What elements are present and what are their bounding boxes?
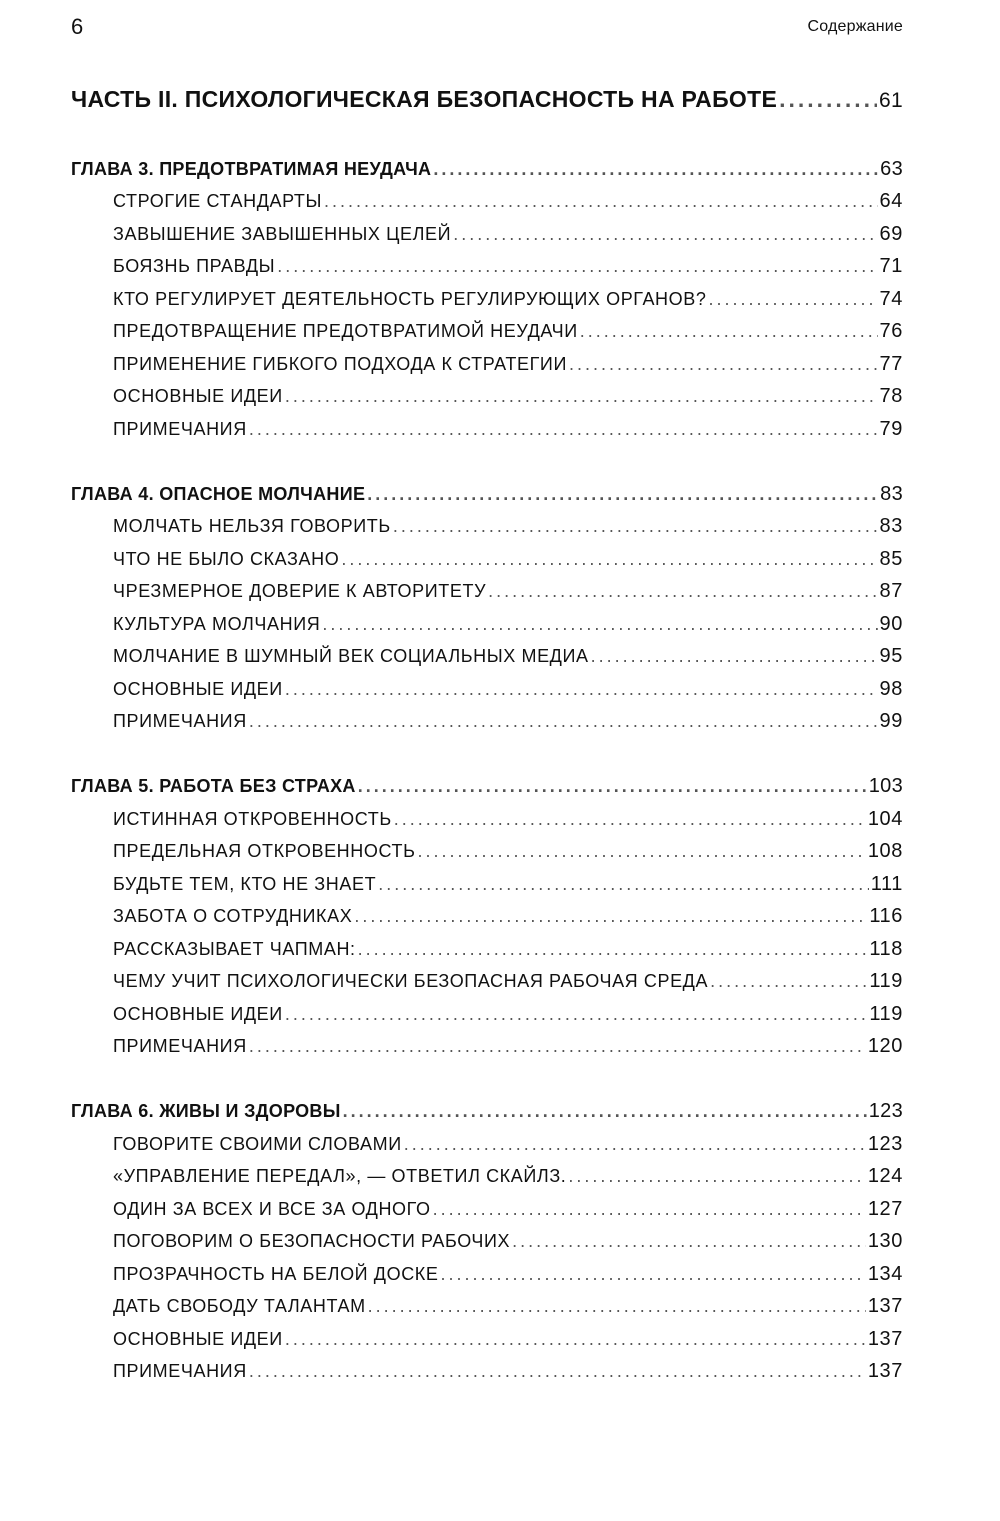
toc-chapter-title: ГЛАВА 5. РАБОТА БЕЗ СТРАХА (71, 776, 356, 796)
toc-section-entry[interactable] (113, 288, 903, 311)
toc-section-entry[interactable] (113, 1133, 903, 1156)
toc-section-title: ЗАВЫШЕНИЕ ЗАВЫШЕННЫХ ЦЕЛЕЙ (113, 224, 452, 244)
toc-section-title: МОЛЧАНИЕ В ШУМНЫЙ ВЕК СОЦИАЛЬНЫХ МЕДИА (113, 646, 589, 666)
toc-section-title: ПРОЗРАЧНОСТЬ НА БЕЛОЙ ДОСКЕ (113, 1264, 439, 1284)
toc-section-entry[interactable] (113, 905, 903, 928)
toc-leader-dots (358, 776, 867, 797)
toc-chapter-title: ГЛАВА 3. ПРЕДОТВРАТИМАЯ НЕУДАЧА (71, 159, 432, 179)
toc-chapter-title: ГЛАВА 6. ЖИВЫ И ЗДОРОВЫ (71, 1101, 341, 1121)
toc-section-page: 120 (867, 1035, 903, 1057)
toc-section-entry[interactable] (113, 873, 903, 896)
toc-section-page: 64 (879, 190, 903, 212)
toc-section-title: ЧРЕЗМЕРНОЕ ДОВЕРИЕ К АВТОРИТЕТУ (113, 581, 487, 601)
toc-section-entry[interactable] (113, 840, 903, 863)
toc-section-title: ОДИН ЗА ВСЕХ И ВСЕ ЗА ОДНОГО (113, 1199, 431, 1219)
toc-section-title: ПРЕДОТВРАЩЕНИЕ ПРЕДОТВРАТИМОЙ НЕУДАЧИ (113, 321, 578, 341)
toc-leader-dots (378, 874, 869, 895)
toc-section-page: 130 (867, 1230, 903, 1252)
toc-section-entry[interactable] (113, 1328, 903, 1351)
toc-leader-dots (249, 419, 878, 440)
toc-section-entry[interactable] (113, 613, 903, 636)
toc-leader-dots (354, 906, 867, 927)
toc-chapter-entry[interactable] (71, 1100, 903, 1123)
toc-section-title: ПРИМЕЧАНИЯ (113, 1036, 247, 1056)
toc-leader-dots (367, 484, 878, 505)
toc-section-page: 127 (867, 1198, 903, 1220)
toc-part-entry[interactable] (71, 86, 903, 113)
page-number: 6 (71, 14, 84, 39)
toc-section-page: 123 (867, 1133, 903, 1155)
toc-leader-dots (249, 1036, 866, 1057)
toc-section-title: БОЯЗНЬ ПРАВДЫ (113, 256, 276, 276)
toc-section-page: 83 (879, 515, 903, 537)
toc-section-entry[interactable] (113, 970, 903, 993)
toc-leader-dots (418, 841, 866, 862)
toc-leader-dots (285, 1004, 867, 1025)
toc-section-entry[interactable] (113, 1230, 903, 1253)
toc-section-page: 118 (869, 938, 903, 960)
toc-leader-dots (433, 159, 878, 180)
toc-chapter-entry[interactable] (71, 158, 903, 181)
toc-leader-dots (324, 191, 878, 212)
toc-leader-dots (249, 711, 878, 732)
toc-section-page: 90 (879, 613, 903, 635)
toc-section-entry[interactable] (113, 1198, 903, 1221)
toc-section-page: 137 (867, 1295, 903, 1317)
toc-chapter-page: 63 (880, 158, 903, 180)
toc-leader-dots (441, 1264, 866, 1285)
toc-section-title: «УПРАВЛЕНИЕ ПЕРЕДАЛ», — ОТВЕТИЛ СКАЙЛЗ. (113, 1166, 567, 1186)
running-header: Содержание (807, 18, 903, 35)
toc-section-page: 77 (879, 353, 903, 375)
toc-chapter-page: 83 (880, 483, 903, 505)
toc-section-entry[interactable] (113, 1003, 903, 1026)
toc-section-entry[interactable] (113, 580, 903, 603)
toc-section-entry[interactable] (113, 1360, 903, 1383)
toc-section-entry[interactable] (113, 1035, 903, 1058)
toc-section-page: 85 (879, 548, 903, 570)
toc-leader-dots (358, 939, 868, 960)
toc-section-title: ПРИМЕЧАНИЯ (113, 419, 247, 439)
toc-chapter-page: 123 (868, 1100, 903, 1122)
toc-leader-dots (394, 809, 866, 830)
toc-section-entry[interactable] (113, 645, 903, 668)
toc-section-title: БУДЬТЕ ТЕМ, КТО НЕ ЗНАЕТ (113, 874, 377, 894)
toc-leader-dots (285, 679, 878, 700)
toc-leader-dots (708, 289, 877, 310)
toc-section-page: 124 (867, 1165, 903, 1187)
toc-section-page: 137 (867, 1360, 903, 1382)
toc-section-page: 69 (879, 223, 903, 245)
toc-section-page: 74 (879, 288, 903, 310)
toc-section-entry[interactable] (113, 1263, 903, 1286)
toc-section-title: ДАТЬ СВОБОДУ ТАЛАНТАМ (113, 1296, 366, 1316)
toc-section-page: 134 (867, 1263, 903, 1285)
toc-leader-dots (512, 1231, 866, 1252)
toc-leader-dots (569, 354, 878, 375)
toc-section-page: 95 (879, 645, 903, 667)
toc-leader-dots (393, 516, 878, 537)
toc-section-page: 116 (869, 905, 903, 927)
toc-section-page: 79 (879, 418, 903, 440)
toc-leader-dots (433, 1199, 866, 1220)
toc-section-entry[interactable] (113, 353, 903, 376)
toc-section-title: ОСНОВНЫЕ ИДЕИ (113, 1004, 283, 1024)
toc-leader-dots (779, 86, 877, 113)
toc-section-page: 119 (869, 1003, 903, 1025)
toc-part-title: ЧАСТЬ II. ПСИХОЛОГИЧЕСКАЯ БЕЗОПАСНОСТЬ НА РАБОТЕ (71, 86, 778, 112)
toc-section-entry[interactable] (113, 320, 903, 343)
toc-leader-dots (285, 1329, 866, 1350)
toc-section-entry[interactable] (113, 808, 903, 831)
toc-leader-dots (277, 256, 877, 277)
toc-leader-dots (322, 614, 877, 635)
toc-section-title: КУЛЬТУРА МОЛЧАНИЯ (113, 614, 321, 634)
toc-leader-dots (591, 646, 878, 667)
toc-section-title: ИСТИННАЯ ОТКРОВЕННОСТЬ (113, 809, 392, 829)
toc-section-title: ПРИМЕНЕНИЕ ГИБКОГО ПОДХОДА К СТРАТЕГИИ (113, 354, 567, 374)
toc-section-title: ЧЕМУ УЧИТ ПСИХОЛОГИЧЕСКИ БЕЗОПАСНАЯ РАБОЧАЯ СРЕДА (113, 971, 709, 991)
toc-leader-dots (580, 321, 878, 342)
toc-section-entry[interactable] (113, 548, 903, 571)
toc-chapter-title: ГЛАВА 4. ОПАСНОЕ МОЛЧАНИЕ (71, 484, 366, 504)
toc-section-page: 98 (879, 678, 903, 700)
toc-section-entry[interactable] (113, 515, 903, 538)
toc-chapter-page: 103 (868, 775, 903, 797)
toc-section-page: 111 (870, 873, 903, 895)
toc-leader-dots (488, 581, 877, 602)
toc-leader-dots (368, 1296, 866, 1317)
toc-section-title: ПОГОВОРИМ О БЕЗОПАСНОСТИ РАБОЧИХ (113, 1231, 511, 1251)
toc-chapter-entry[interactable] (71, 775, 903, 798)
toc-section-title: ЗАБОТА О СОТРУДНИКАХ (113, 906, 353, 926)
toc-section-title: ОСНОВНЫЕ ИДЕИ (113, 1329, 283, 1349)
toc-section-entry[interactable] (113, 710, 903, 733)
toc-section-page: 119 (869, 970, 903, 992)
toc-section-title: ПРИМЕЧАНИЯ (113, 1361, 247, 1381)
toc-section-page: 76 (879, 320, 903, 342)
toc-section-entry[interactable] (113, 190, 903, 213)
toc-section-page: 108 (867, 840, 903, 862)
toc-chapter-entry[interactable] (71, 483, 903, 506)
toc-section-page: 87 (879, 580, 903, 602)
toc-section-title: ОСНОВНЫЕ ИДЕИ (113, 679, 283, 699)
toc-section-page: 71 (879, 255, 903, 277)
toc-section-title: ГОВОРИТЕ СВОИМИ СЛОВАМИ (113, 1134, 402, 1154)
toc-section-entry[interactable] (113, 223, 903, 246)
toc-leader-dots (453, 224, 877, 245)
toc-leader-dots (249, 1361, 866, 1382)
toc-section-title: ПРИМЕЧАНИЯ (113, 711, 247, 731)
toc-section-title: ОСНОВНЫЕ ИДЕИ (113, 386, 283, 406)
toc-leader-dots (568, 1166, 865, 1187)
toc-leader-dots (343, 1101, 867, 1122)
toc-section-page: 99 (879, 710, 903, 732)
toc-section-entry[interactable] (113, 1165, 903, 1188)
toc-section-page: 104 (867, 808, 903, 830)
toc-leader-dots (404, 1134, 866, 1155)
toc-section-title: МОЛЧАТЬ НЕЛЬЗЯ ГОВОРИТЬ (113, 516, 391, 536)
toc-section-entry[interactable] (113, 678, 903, 701)
toc-section-title: ПРЕДЕЛЬНАЯ ОТКРОВЕННОСТЬ (113, 841, 416, 861)
toc-leader-dots (710, 971, 867, 992)
toc-section-title: РАССКАЗЫВАЕТ ЧАПМАН: (113, 939, 356, 959)
toc-part-page: 61 (879, 89, 903, 112)
toc-section-entry[interactable] (113, 418, 903, 441)
toc-section-page: 78 (879, 385, 903, 407)
toc-section-title: СТРОГИЕ СТАНДАРТЫ (113, 191, 323, 211)
toc-section-page: 137 (867, 1328, 903, 1350)
toc-section-entry[interactable] (113, 1295, 903, 1318)
toc-section-title: КТО РЕГУЛИРУЕТ ДЕЯТЕЛЬНОСТЬ РЕГУЛИРУЮЩИХ ОРГАНОВ? (113, 289, 707, 309)
toc-leader-dots (341, 549, 877, 570)
toc-leader-dots (285, 386, 878, 407)
toc-section-entry[interactable] (113, 385, 903, 408)
toc-section-title: ЧТО НЕ БЫЛО СКАЗАНО (113, 549, 340, 569)
toc-section-entry[interactable] (113, 255, 903, 278)
toc-section-entry[interactable] (113, 938, 903, 961)
